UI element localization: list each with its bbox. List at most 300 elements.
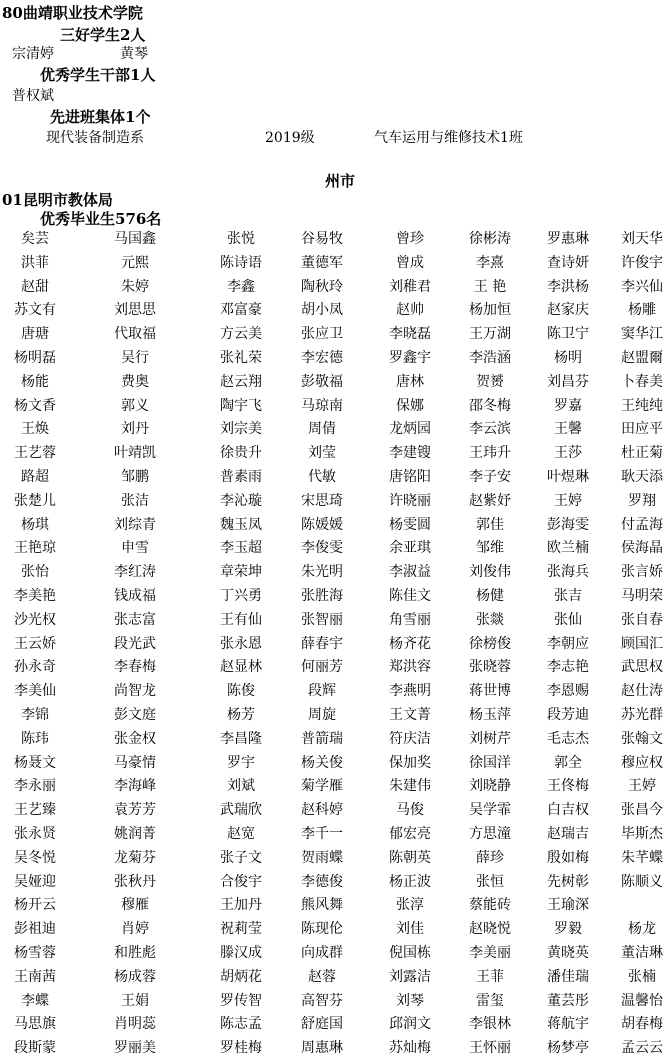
graduate-name: 贺雨蝶	[301, 849, 343, 866]
graduate-name: 沙光权	[14, 611, 56, 628]
graduate-name: 肖婷	[121, 921, 149, 938]
graduate-name: 陈卫宁	[547, 326, 589, 343]
graduate-name: 余亚琪	[389, 540, 431, 557]
graduate-row	[0, 610, 669, 634]
graduate-name: 陈玮	[21, 730, 49, 747]
graduate-name: 马豪情	[114, 754, 156, 771]
graduate-row	[0, 705, 669, 729]
graduate-name: 张志富	[114, 611, 156, 628]
graduate-name: 杨开云	[14, 897, 56, 914]
graduate-name: 李昌隆	[220, 730, 262, 747]
graduate-name: 邓富豪	[220, 302, 262, 319]
graduate-row	[0, 300, 669, 324]
graduate-name: 温馨怡	[621, 992, 663, 1009]
graduate-name: 角雪丽	[389, 611, 431, 628]
graduate-name: 蔡能砖	[469, 897, 511, 914]
graduate-name: 李浩涵	[469, 349, 511, 366]
graduate-name: 薛春宇	[301, 635, 343, 652]
graduate-name: 罗丽美	[114, 1040, 156, 1057]
graduate-row	[0, 419, 669, 443]
cadre-name-1: 普权斌	[12, 88, 54, 104]
graduate-name: 武瑞欣	[220, 802, 262, 819]
graduate-name: 王万湖	[469, 326, 511, 343]
graduate-name: 邵冬梅	[469, 397, 511, 414]
graduate-name: 先树彰	[547, 873, 589, 890]
graduate-name: 段辉	[308, 683, 336, 700]
graduate-name: 何丽芳	[301, 659, 343, 676]
graduate-name: 张胜海	[301, 587, 343, 604]
graduate-name: 路超	[21, 468, 49, 485]
graduate-row	[0, 396, 669, 420]
graduate-name: 杨齐花	[389, 635, 431, 652]
graduate-name: 侯海晶	[621, 540, 663, 557]
graduate-name: 潘佳瑞	[547, 968, 589, 985]
graduate-name: 肖明蕊	[114, 1016, 156, 1033]
graduate-name: 周倩	[308, 421, 336, 438]
graduate-name: 罗毅	[554, 921, 582, 938]
graduate-name: 王艺臻	[14, 802, 56, 819]
three-good-name-1: 宗清婷	[12, 46, 54, 62]
graduate-name: 李洪杨	[547, 278, 589, 295]
graduate-name: 赵家庆	[547, 302, 589, 319]
graduate-names-grid	[0, 229, 669, 1062]
graduate-name: 赵瑞吉	[547, 825, 589, 842]
graduate-name: 苏文有	[14, 302, 56, 319]
graduate-name: 张洁	[121, 492, 149, 509]
graduate-name: 李蝶	[21, 992, 49, 1009]
graduate-name: 苏灿梅	[389, 1040, 431, 1057]
graduate-name: 雷玺	[476, 992, 504, 1009]
graduate-name: 倪国栋	[389, 944, 431, 961]
graduate-name: 杨成蓉	[114, 968, 156, 985]
graduate-name: 代取福	[114, 326, 156, 343]
graduate-name: 王 艳	[473, 278, 507, 295]
graduate-row	[0, 1038, 669, 1062]
graduate-name: 李海峰	[114, 778, 156, 795]
graduate-name: 王云娇	[14, 635, 56, 652]
graduate-name: 向成群	[301, 944, 343, 961]
graduate-name: 贺赟	[476, 373, 504, 390]
bureau-header: 01昆明市教体局	[2, 191, 113, 209]
graduate-name: 张恒	[476, 873, 504, 890]
graduate-name: 陈志孟	[220, 1016, 262, 1033]
graduate-name: 张淳	[396, 897, 424, 914]
graduate-name: 杨明磊	[14, 349, 56, 366]
graduate-name: 王馨	[554, 421, 582, 438]
graduate-name: 杨雯圆	[389, 516, 431, 533]
graduate-row	[0, 586, 669, 610]
graduate-name: 张秋丹	[114, 873, 156, 890]
graduate-name: 赵显林	[220, 659, 262, 676]
graduate-name: 白吉权	[547, 802, 589, 819]
graduate-row	[0, 348, 669, 372]
graduate-row	[0, 515, 669, 539]
graduate-name: 李千一	[301, 825, 343, 842]
class-title: 先进班集体1个	[50, 108, 151, 126]
school-header: 80曲靖职业技术学院	[2, 4, 143, 22]
graduate-name: 杨关俊	[301, 754, 343, 771]
graduate-name: 张言娇	[621, 564, 663, 581]
graduate-name: 普素雨	[220, 468, 262, 485]
graduate-name: 张翰文	[621, 730, 663, 747]
graduate-name: 叶煜琳	[547, 468, 589, 485]
graduate-name: 陈诗语	[220, 254, 262, 271]
graduate-name: 马俊	[396, 802, 424, 819]
graduate-name: 龙菊芬	[114, 849, 156, 866]
graduate-name: 董洁琳	[621, 944, 663, 961]
graduate-name: 祝莉莹	[220, 921, 262, 938]
graduate-name: 王艺蓉	[14, 445, 56, 462]
graduate-name: 陶秋玲	[301, 278, 343, 295]
graduate-name: 窦华江	[621, 326, 663, 343]
graduate-name: 张智丽	[301, 611, 343, 628]
graduate-name: 张燚	[476, 611, 504, 628]
graduate-name: 郁宏亮	[389, 825, 431, 842]
graduate-name: 张礼荣	[220, 349, 262, 366]
graduate-name: 朱婷	[121, 278, 149, 295]
graduate-name: 刘稚君	[389, 278, 431, 295]
graduate-name: 王婷	[554, 492, 582, 509]
graduate-name: 谷易牧	[301, 231, 343, 247]
graduate-name: 陶宇飞	[220, 397, 262, 414]
graduate-name: 方思潼	[469, 825, 511, 842]
graduate-name: 刘晓静	[469, 778, 511, 795]
cadre-title: 优秀学生干部1人	[40, 66, 156, 84]
graduate-name: 杨文香	[14, 397, 56, 414]
graduate-name: 胡炳花	[220, 968, 262, 985]
section-title: 州市	[324, 172, 356, 190]
graduate-row	[0, 229, 669, 253]
graduate-name: 刘树芹	[469, 730, 511, 747]
graduate-name: 杨梦亭	[547, 1040, 589, 1057]
graduate-name: 钱成福	[114, 587, 156, 604]
graduate-name: 普箭瑞	[301, 730, 343, 747]
graduate-row	[0, 895, 669, 919]
graduate-name: 蒋世博	[469, 683, 511, 700]
graduate-name: 董芸彤	[547, 992, 589, 1009]
graduate-name: 邹维	[476, 540, 504, 557]
graduate-row	[0, 253, 669, 277]
graduate-name: 李玉超	[220, 540, 262, 557]
graduate-name: 张应卫	[301, 326, 343, 343]
graduate-row	[0, 657, 669, 681]
graduate-name: 徐彬涛	[469, 231, 511, 247]
graduate-name: 张怡	[21, 564, 49, 581]
graduates-title: 优秀毕业生576名	[40, 210, 162, 228]
graduate-name: 李锦	[21, 706, 49, 723]
graduate-name: 丁兴勇	[220, 587, 262, 604]
graduate-name: 刘宗美	[220, 421, 262, 438]
graduate-name: 朱建伟	[389, 778, 431, 795]
graduate-name: 方云美	[220, 326, 262, 343]
graduate-row	[0, 776, 669, 800]
graduate-name: 符庆洁	[389, 730, 431, 747]
graduate-name: 刘莹	[308, 445, 336, 462]
graduate-name: 郭佳	[476, 516, 504, 533]
graduate-name: 保加奖	[389, 754, 431, 771]
graduate-name: 李淑益	[389, 564, 431, 581]
graduate-name: 唐瑭	[21, 326, 49, 343]
graduate-name: 唐铭阳	[389, 468, 431, 485]
graduate-name: 赵宽	[227, 825, 255, 842]
graduate-name: 殷如梅	[547, 849, 589, 866]
graduate-name: 杨健	[476, 587, 504, 604]
class-grade: 2019级	[265, 130, 315, 146]
graduate-row	[0, 991, 669, 1015]
graduate-name: 赵晓悦	[469, 921, 511, 938]
graduate-name: 许晓丽	[389, 492, 431, 509]
graduate-name: 陈俊	[227, 683, 255, 700]
graduate-row	[0, 824, 669, 848]
graduate-name: 周旋	[308, 706, 336, 723]
graduate-name: 姚润菁	[114, 825, 156, 842]
graduate-name: 张仙	[554, 611, 582, 628]
graduate-name: 王艳琼	[14, 540, 56, 557]
graduate-name: 罗传智	[220, 992, 262, 1009]
graduate-name: 李云滨	[469, 421, 511, 438]
graduate-name: 王纯纯	[621, 397, 663, 414]
graduate-name: 张自春	[621, 611, 663, 628]
graduate-name: 杨加恒	[469, 302, 511, 319]
graduate-name: 陈顺义	[621, 873, 663, 890]
graduate-name: 张子文	[220, 849, 262, 866]
graduate-name: 陈媛媛	[301, 516, 343, 533]
graduate-name: 穆应权	[621, 754, 663, 771]
graduate-name: 曾珍	[396, 231, 424, 247]
graduate-name: 段光武	[114, 635, 156, 652]
graduate-name: 王玮升	[469, 445, 511, 462]
graduate-name: 刘俊伟	[469, 564, 511, 581]
graduate-name: 赵紫妤	[469, 492, 511, 509]
graduate-name: 王瑜深	[547, 897, 589, 914]
graduate-name: 胡小凤	[301, 302, 343, 319]
graduate-name: 杨琪	[21, 516, 49, 533]
graduate-name: 郑洪容	[389, 659, 431, 676]
graduate-name: 申雪	[121, 540, 149, 557]
graduate-name: 陈朝英	[389, 849, 431, 866]
graduate-name: 彭敬福	[301, 373, 343, 390]
graduate-name: 杨雪蓉	[14, 944, 56, 961]
graduate-row	[0, 324, 669, 348]
graduate-row	[0, 681, 669, 705]
graduate-name: 刘天华	[621, 231, 663, 247]
graduate-name: 李恩赐	[547, 683, 589, 700]
graduate-name: 徐贵升	[220, 445, 262, 462]
graduate-name: 熊风舞	[301, 897, 343, 914]
graduate-name: 马明荣	[621, 587, 663, 604]
graduate-name: 李鑫	[227, 278, 255, 295]
graduate-name: 徐榜俊	[469, 635, 511, 652]
graduate-name: 朱芊蝶	[621, 849, 663, 866]
graduate-name: 刘露洁	[389, 968, 431, 985]
graduate-name: 叶靖凯	[114, 445, 156, 462]
graduate-name: 耿天添	[621, 468, 663, 485]
graduate-name: 朱光明	[301, 564, 343, 581]
graduate-name: 代敏	[308, 468, 336, 485]
graduate-row	[0, 729, 669, 753]
graduate-name: 杜正菊	[621, 445, 663, 462]
graduate-name: 张楠	[628, 968, 656, 985]
three-good-title: 三好学生2人	[60, 26, 146, 44]
graduate-row	[0, 967, 669, 991]
graduate-name: 李朝应	[547, 635, 589, 652]
graduate-name: 付孟海	[621, 516, 663, 533]
graduate-name: 赵蓉	[308, 968, 336, 985]
graduate-name: 赵仕涛	[621, 683, 663, 700]
graduate-name: 毛志杰	[547, 730, 589, 747]
graduate-name: 邱润文	[389, 1016, 431, 1033]
graduate-name: 孟云云	[621, 1040, 663, 1057]
graduate-name: 顾国汇	[621, 635, 663, 652]
graduate-name: 郭义	[121, 397, 149, 414]
graduate-name: 罗鑫宇	[389, 349, 431, 366]
graduate-name: 田应平	[621, 421, 663, 438]
graduate-name: 王菲	[476, 968, 504, 985]
graduate-name: 彭祖迪	[14, 921, 56, 938]
graduate-name: 菊学雁	[301, 778, 343, 795]
graduate-name: 刘昌芬	[547, 373, 589, 390]
graduate-name: 李红涛	[114, 564, 156, 581]
graduate-name: 和胜彪	[114, 944, 156, 961]
graduate-name: 尚智龙	[114, 683, 156, 700]
graduate-name: 彭海雯	[547, 516, 589, 533]
graduate-row	[0, 634, 669, 658]
graduate-name: 唐林	[396, 373, 424, 390]
graduate-name: 蒋航宇	[547, 1016, 589, 1033]
graduate-name: 陈佳文	[389, 587, 431, 604]
graduate-name: 张楚儿	[14, 492, 56, 509]
graduate-name: 李晓磊	[389, 326, 431, 343]
graduate-name: 王有仙	[220, 611, 262, 628]
graduate-name: 刘斌	[227, 778, 255, 795]
graduate-name: 卜春美	[621, 373, 663, 390]
graduate-row	[0, 491, 669, 515]
graduate-name: 洪菲	[21, 254, 49, 271]
graduate-name: 张晓蓉	[469, 659, 511, 676]
graduate-name: 合俊宇	[220, 873, 262, 890]
graduate-row	[0, 538, 669, 562]
graduate-name: 张昌今	[621, 802, 663, 819]
graduate-name: 王佟梅	[547, 778, 589, 795]
graduate-name: 曾成	[396, 254, 424, 271]
graduate-name: 吴行	[121, 349, 149, 366]
graduate-name: 张吉	[554, 587, 582, 604]
graduate-name: 罗惠琳	[547, 231, 589, 247]
graduate-name: 欧兰楠	[547, 540, 589, 557]
graduate-name: 李美艳	[14, 587, 56, 604]
graduate-name: 李建锼	[389, 445, 431, 462]
graduate-name: 刘琴	[396, 992, 424, 1009]
graduate-row	[0, 467, 669, 491]
graduate-name: 王南茜	[14, 968, 56, 985]
graduate-name: 龙炳园	[389, 421, 431, 438]
graduate-name: 黄晓英	[547, 944, 589, 961]
graduate-row	[0, 753, 669, 777]
graduate-row	[0, 872, 669, 896]
graduate-name: 毕斯杰	[621, 825, 663, 842]
graduate-name: 陈现伦	[301, 921, 343, 938]
graduate-name: 杨聂文	[14, 754, 56, 771]
graduate-name: 薛珍	[476, 849, 504, 866]
graduate-name: 许俊宇	[621, 254, 663, 271]
graduate-name: 杨正波	[389, 873, 431, 890]
graduate-name: 舒庭国	[301, 1016, 343, 1033]
graduate-name: 赵云翔	[220, 373, 262, 390]
graduate-name: 魏玉凤	[220, 516, 262, 533]
graduate-name: 李志艳	[547, 659, 589, 676]
graduate-name: 段斯蒙	[14, 1040, 56, 1057]
graduate-row	[0, 562, 669, 586]
graduate-name: 周惠琳	[301, 1040, 343, 1057]
graduate-name: 吴学霏	[469, 802, 511, 819]
graduate-name: 董德军	[301, 254, 343, 271]
class-major: 气车运用与维修技术1班	[374, 130, 523, 146]
graduate-name: 杨芳	[227, 706, 255, 723]
graduate-name: 王怀丽	[469, 1040, 511, 1057]
graduate-name: 穆雁	[121, 897, 149, 914]
graduate-name: 邹鹏	[121, 468, 149, 485]
graduate-row	[0, 443, 669, 467]
graduate-name: 赵帅	[396, 302, 424, 319]
graduate-name: 刘丹	[121, 421, 149, 438]
graduate-name: 滕汉成	[220, 944, 262, 961]
graduate-name: 赵盟爾	[621, 349, 663, 366]
graduate-name: 吴娅迎	[14, 873, 56, 890]
graduate-name: 宋思琦	[301, 492, 343, 509]
graduate-name: 段芳迪	[547, 706, 589, 723]
graduate-name: 胡春梅	[621, 1016, 663, 1033]
graduate-row	[0, 943, 669, 967]
graduate-name: 刘思思	[114, 302, 156, 319]
graduate-name: 王文菁	[389, 706, 431, 723]
graduate-row	[0, 277, 669, 301]
graduate-name: 元熙	[121, 254, 149, 271]
graduate-name: 马思旗	[14, 1016, 56, 1033]
graduate-name: 孙永奇	[14, 659, 56, 676]
graduate-name: 徐国洋	[469, 754, 511, 771]
graduate-name: 保娜	[396, 397, 424, 414]
graduate-name: 张悦	[227, 231, 255, 247]
graduate-name: 费奥	[121, 373, 149, 390]
graduate-name: 李美丽	[469, 944, 511, 961]
graduate-name: 李沁璇	[220, 492, 262, 509]
graduate-name: 王娟	[121, 992, 149, 1009]
class-department: 现代装备制造系	[46, 130, 144, 146]
graduate-name: 李银林	[469, 1016, 511, 1033]
graduate-name: 王婷	[628, 778, 656, 795]
graduate-name: 王焕	[21, 421, 49, 438]
graduate-row	[0, 1014, 669, 1038]
graduate-name: 罗翔	[628, 492, 656, 509]
graduate-name: 赵科婷	[301, 802, 343, 819]
graduate-row	[0, 848, 669, 872]
graduate-name: 李德俊	[301, 873, 343, 890]
graduate-name: 李子安	[469, 468, 511, 485]
graduate-name: 李永丽	[14, 778, 56, 795]
graduate-name: 马琼南	[301, 397, 343, 414]
graduate-name: 王加丹	[220, 897, 262, 914]
graduate-name: 李俊雯	[301, 540, 343, 557]
graduate-name: 刘佳	[396, 921, 424, 938]
graduate-name: 李燕明	[389, 683, 431, 700]
graduate-name: 袁芳芳	[114, 802, 156, 819]
graduate-name: 李宏德	[301, 349, 343, 366]
graduate-name: 刘综青	[114, 516, 156, 533]
graduate-name: 张永恩	[220, 635, 262, 652]
graduate-name: 李兴仙	[621, 278, 663, 295]
graduate-name: 罗桂梅	[220, 1040, 262, 1057]
graduate-name: 郭全	[554, 754, 582, 771]
